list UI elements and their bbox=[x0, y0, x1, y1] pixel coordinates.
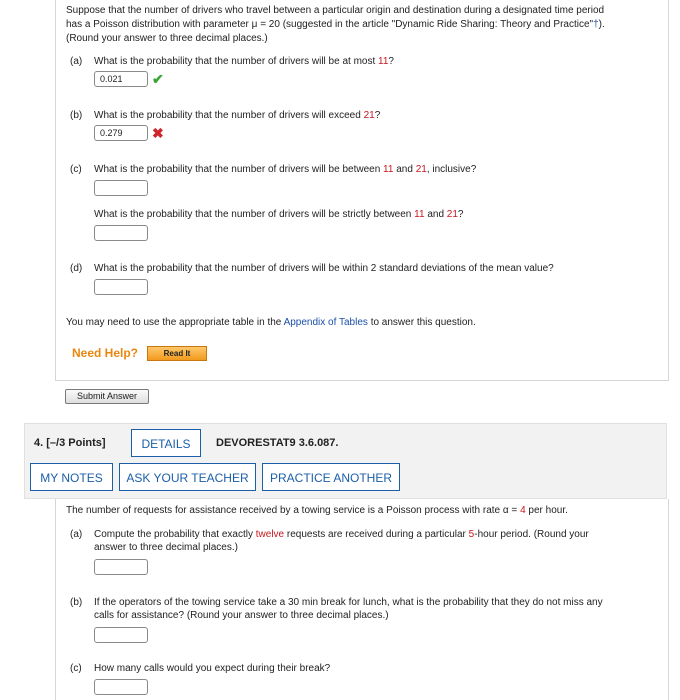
part-b-question: (b) What is the probability that the number of drivers will exceed 21? bbox=[70, 110, 381, 121]
part-a-answer-field[interactable]: 0.021 bbox=[94, 71, 148, 87]
part-c-sub-question: What is the probability that the number of drivers will be strictly between 11 and 21? bbox=[94, 209, 464, 220]
part-c-sub-answer-field[interactable] bbox=[94, 225, 148, 241]
question-id: DEVORESTAT9 3.6.087. bbox=[216, 437, 339, 449]
part-d-answer-field[interactable] bbox=[94, 279, 148, 295]
part-d-question: (d) What is the probability that the number of drivers will be within 2 standard deviations of the mean value? bbox=[70, 263, 554, 274]
q4-part-a-question-line2: answer to three decimal places.) bbox=[94, 542, 238, 553]
question-4-points: 4. [–/3 Points] bbox=[34, 437, 106, 449]
q4-part-c-answer-field[interactable] bbox=[94, 679, 148, 695]
appendix-of-tables-link[interactable]: Appendix of Tables bbox=[283, 317, 368, 328]
part-a-question: (a) What is the probability that the number of drivers will be at most 11? bbox=[70, 56, 394, 67]
q4-part-a-question: (a) Compute the probability that exactly twelve requests are received during a particular 5-hour period. (Round your bbox=[70, 529, 589, 540]
footnote-dagger[interactable]: † bbox=[593, 19, 599, 30]
need-help-label: Need Help? bbox=[72, 346, 139, 360]
my-notes-button[interactable]: MY NOTES bbox=[30, 463, 113, 491]
part-c-answer-field[interactable] bbox=[94, 180, 148, 196]
part-b-answer-field[interactable]: 0.279 bbox=[94, 125, 148, 141]
table-note: You may need to use the appropriate table in the Appendix of Tables to answer this question. bbox=[66, 317, 476, 328]
question-3-intro bbox=[66, 4, 658, 46]
part-c-question: (c) What is the probability that the number of drivers will be between 11 and 21, inclusive? bbox=[70, 164, 477, 175]
incorrect-x-icon: ✖ bbox=[152, 125, 164, 141]
intro-line-2: has a Poisson distribution with parameter μ = 20 (suggested in the article "Dynamic Ride Sharing: Theory and Practice"†). bbox=[66, 19, 605, 30]
ask-your-teacher-button[interactable]: ASK YOUR TEACHER bbox=[119, 463, 256, 491]
submit-answer-button[interactable]: Submit Answer bbox=[65, 389, 149, 404]
question-4-intro: The number of requests for assistance received by a towing service is a Poisson process with rate α = 4 per hour. bbox=[66, 505, 568, 516]
read-it-button[interactable]: Read It bbox=[147, 346, 207, 361]
practice-another-button[interactable]: PRACTICE ANOTHER bbox=[262, 463, 400, 491]
correct-check-icon: ✔ bbox=[152, 71, 164, 87]
intro-line-3: (Round your answer to three decimal places.) bbox=[66, 33, 268, 44]
intro-line-1: Suppose that the number of drivers who travel between a particular origin and destination during a designated time period bbox=[66, 5, 605, 16]
q4-part-b-question-line2: calls for assistance? (Round your answer to three decimal places.) bbox=[94, 610, 389, 621]
q4-part-a-answer-field[interactable] bbox=[94, 559, 148, 575]
details-button[interactable]: DETAILS bbox=[131, 429, 201, 457]
q4-part-b-answer-field[interactable] bbox=[94, 627, 148, 643]
q4-part-c-question: (c) How many calls would you expect during their break? bbox=[70, 663, 331, 674]
q4-part-b-question: (b) If the operators of the towing service take a 30 min break for lunch, what is the probability that they do not miss any bbox=[70, 597, 603, 608]
